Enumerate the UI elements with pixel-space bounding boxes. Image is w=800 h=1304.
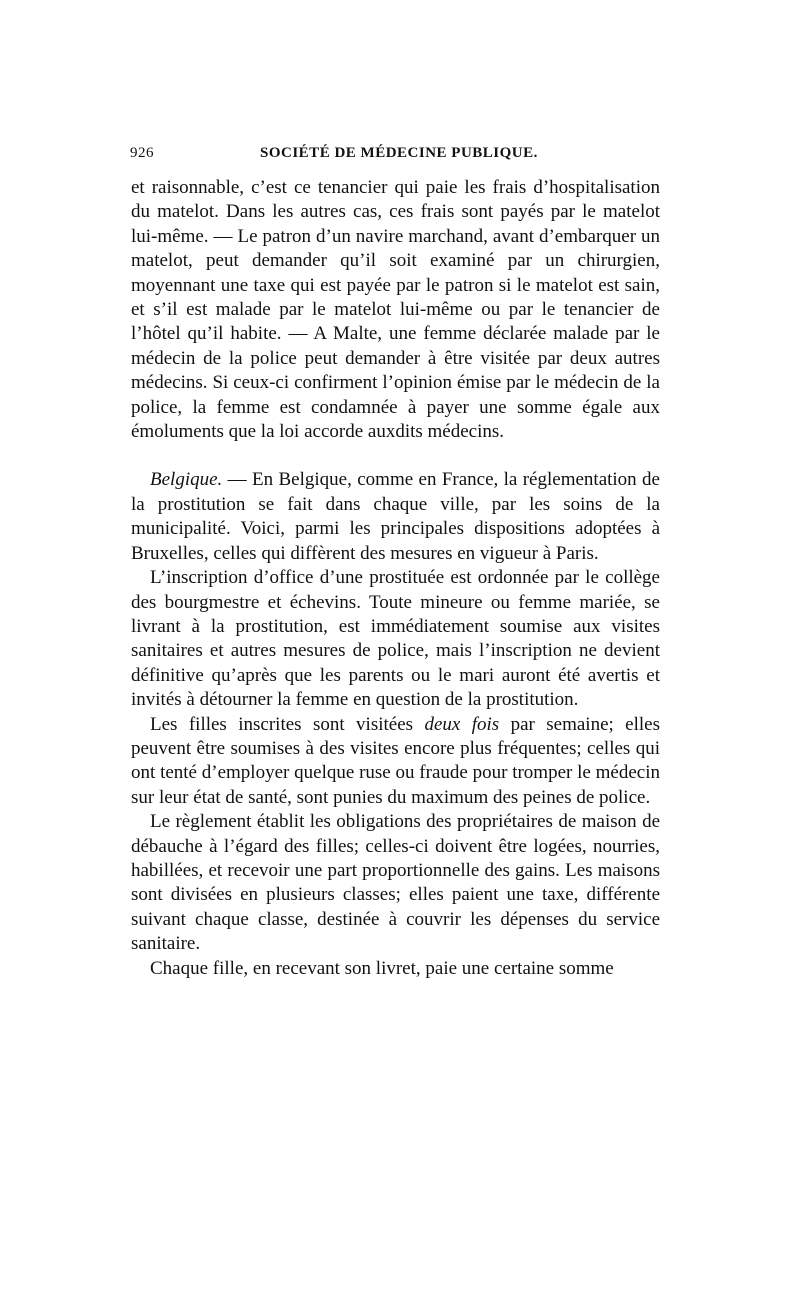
running-head: [130, 145, 660, 169]
paragraph-belgique: [131, 468, 660, 566]
paragraph-continuation: et raisonnable, c’est ce tenancier qui paie les frais d’hospitalisation du matelot. Dans les autres cas, ces frais sont payés par le matelot lui-même. — Le patron d’un navire marchand, avant d’embarquer un matelot, peut demander qu’il soit examiné par un chirurgien, moyennant une taxe qui est payée par le patron si le matelot est sain, et s’il est malade par le matelot lui-même ou par le tenancier de l’hôtel qu’il habite. — A Malte, une femme déclarée malade par le médecin de la police peut demander à être visitée par deux autres médecins. Si ceux-ci confirment l’opinion émise par le médecin de la police, la femme est condamnée à payer une somme égale aux émoluments que la loi accorde auxdits médecins.: [131, 177, 660, 443]
paragraph-livret: Chaque fille, en recevant son livret, paie une certaine somme: [150, 957, 614, 979]
emphasis-deux-fois: deux fois: [424, 713, 500, 735]
section-lead-belgique: Belgique.: [150, 469, 223, 491]
running-title: SOCIÉTÉ DE MÉDECINE PUBLIQUE.: [260, 145, 538, 161]
paragraph-visites: [131, 713, 660, 811]
paragraph-inscription: L’inscription d’office d’une prostituée est ordonnée par le collège des bourgmestre et échevins. Toute mineure ou femme mariée, se livrant à la prostitution, est immédiatement soumise aux visites sanitaires et autres mesures de police, mais l’inscription ne devient définitive qu’après que les parents ou le mari auront été avertis et invités à détourner la femme en question de la prostitution.: [131, 567, 660, 711]
paragraph-reglement: Le règlement établit les obligations des propriétaires de maison de débauche à l’égard des filles; celles-ci doivent être logées, nourries, habillées, et recevoir une part proportionnelle des gains. Les maisons sont divisées en plusieurs classes; elles paient une taxe, différente suivant chaque classe, destinée à couvrir les dépenses du service sanitaire.: [131, 811, 660, 955]
paragraph-belgique-text: — En Belgique, comme en France, la réglementation de la prostitution se fait dans chaque ville, par les soins de la municipalité. Voici, parmi les principales dispositions adoptées à Bruxelles, celles qui diffèrent des mesures en vigueur à Paris.: [131, 469, 660, 564]
body-text: [131, 176, 660, 981]
page-number: 926: [130, 145, 154, 161]
paragraph-visites-end: par semaine; elles peuvent être soumises à des visites encore plus fréquentes; celles qui ont tenté d’employer quelque ruse ou fraude pour tromper le médecin sur leur état de santé, sont punies du maximum des peines de police.: [131, 713, 660, 808]
paragraph-visites-start: Les filles inscrites sont visitées: [150, 713, 425, 735]
